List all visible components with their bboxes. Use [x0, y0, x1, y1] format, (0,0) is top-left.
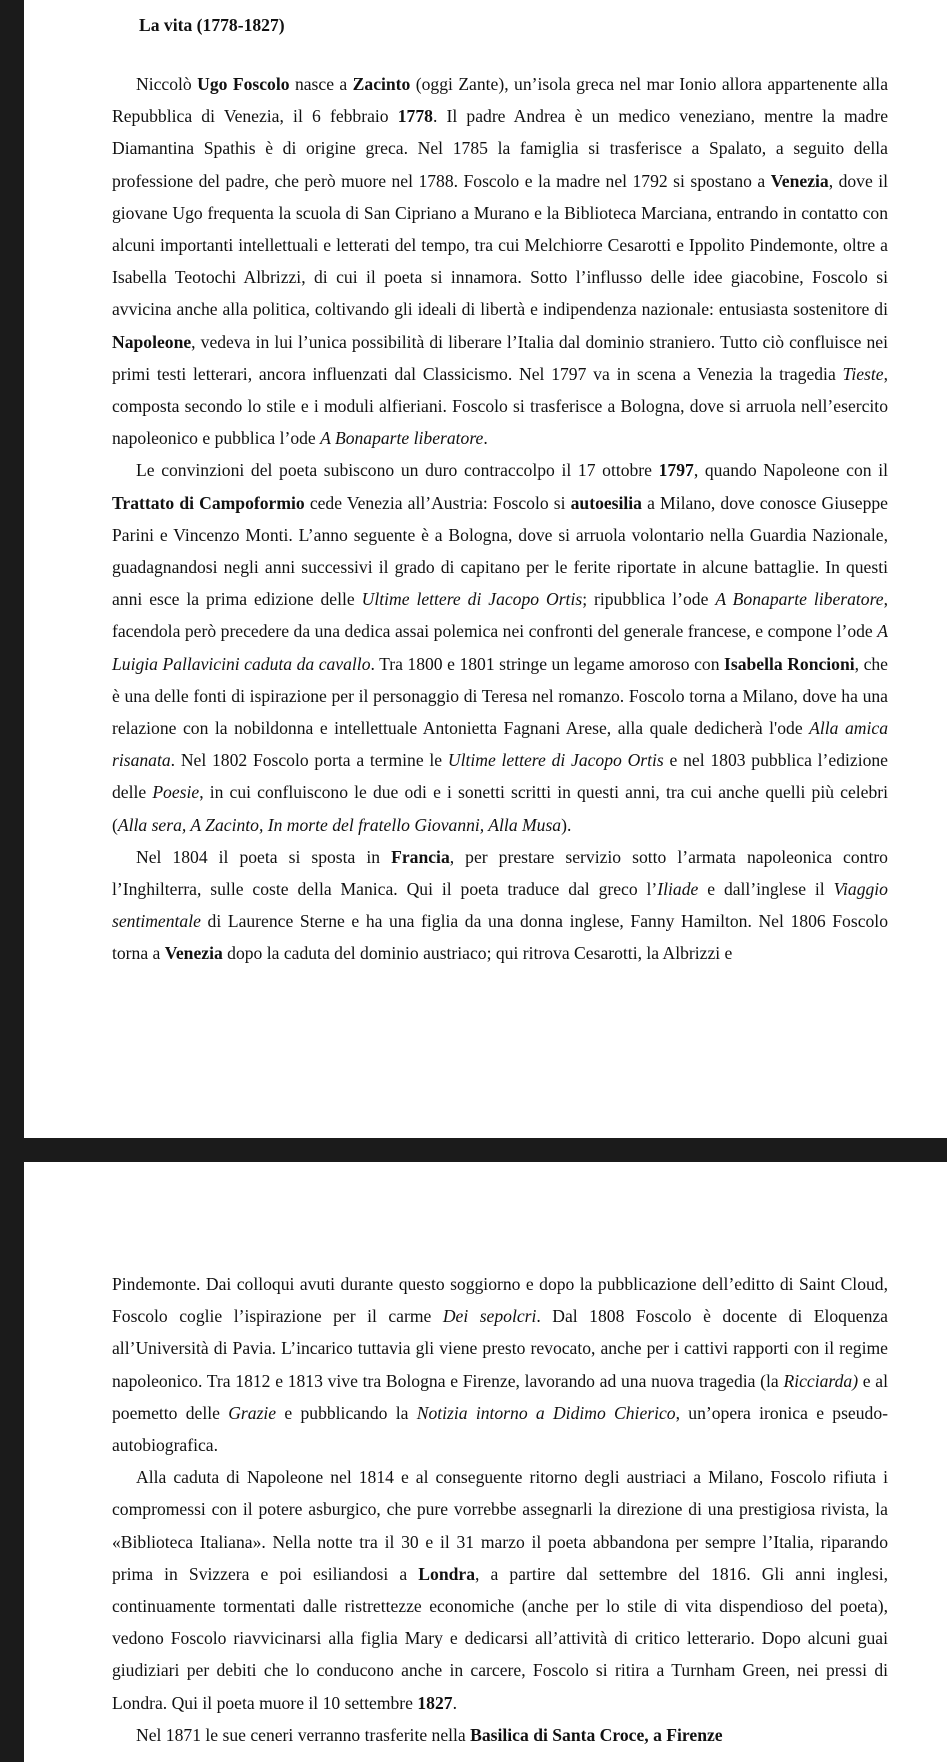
- text-run: Nel 1804 il poeta si sposta in: [136, 846, 392, 867]
- italic-text: A Bonaparte liberatore: [320, 428, 484, 449]
- bold-text: autoesilia: [570, 492, 642, 513]
- bold-text: Napoleone: [112, 331, 192, 352]
- text-run: . Dal 1808 Foscolo è docente di Eloquenza all’Università di Pavia. L’incarico tuttavia gli viene presto revocato, anche per i cattivi rapporti con il regime napoleonico. Tra 1812 e 1813 vive tra Bologna e Firenze, lavorando ad una nuova tragedia (la: [112, 1306, 888, 1391]
- text-run: , composta secondo lo stile e i moduli alfieriani. Foscolo si trasferisce a Bologna, dove si arruola nell’esercito napoleonico e pubblica l’ode: [112, 363, 888, 449]
- paragraph: [112, 1461, 888, 1719]
- text-run: . Il padre Andrea è un medico veneziano, mentre la madre Diamantina Spathis è di origine greca. Nel 1785 la famiglia si trasferisce a Spalato, a seguito della professione del padre, che però muore nel 1788. Foscolo e la madre nel 1792 si spostano a: [112, 106, 888, 191]
- page-title: La vita (1778-1827): [139, 15, 285, 35]
- text-run: , in cui confluiscono le due odi e i sonetti scritti in questi anni, tra cui anche quelli più celebri (: [112, 782, 888, 835]
- text-run: ).: [561, 814, 572, 835]
- italic-text: Alla amica risanata: [112, 718, 888, 771]
- text-run: nasce a: [289, 74, 353, 94]
- text-run: . Tra 1800 e 1801 stringe un legame amoroso con: [370, 653, 725, 674]
- text-run: e nel 1803 pubblica l’edizione delle: [112, 750, 888, 803]
- text-run: . Nel 1802 Foscolo porta a termine le: [170, 750, 448, 771]
- bold-text: Londra: [418, 1563, 475, 1584]
- bold-text: Venezia: [164, 943, 223, 964]
- page-2-body: [112, 1268, 888, 1751]
- bold-text: 1827: [417, 1692, 453, 1713]
- italic-text: Ultime lettere di Jacopo Ortis: [447, 750, 664, 771]
- bold-text: 1778: [397, 106, 433, 127]
- bold-text: Venezia: [770, 170, 829, 191]
- text-run: dopo la caduta del dominio austriaco; qui ritrova Cesarotti, la Albrizzi e: [222, 943, 733, 964]
- italic-text: A Bonaparte liberatore: [715, 589, 884, 610]
- text-run: , vedeva in lui l’unica possibilità di liberare l’Italia dal dominio straniero. Tutto ciò confluisce nei primi testi letterari, ancora influenzati dal Classicismo. Nel 1797 va in scena a Venezia la tragedia: [112, 331, 888, 384]
- italic-text: Notizia intorno a Didimo Chierico: [416, 1402, 676, 1423]
- text-run: Alla caduta di Napoleone nel 1814 e al conseguente ritorno degli austriaci a Milano, Foscolo rifiuta i compromessi con il potere asburgico, che pure vorrebbe assegnarli la direzione di una prestigiosa rivista, la «Biblioteca Italiana». Nella notte tra il 30 e il 31 marzo il poeta abbandona per sempre l’Italia, riparando prima in Svizzera e poi esiliandosi a: [112, 1467, 888, 1584]
- document-page-2: [24, 1162, 947, 1762]
- paragraph: [112, 1719, 888, 1751]
- italic-text: Alla sera, A Zacinto, In morte del fratello Giovanni, Alla Musa: [117, 814, 562, 835]
- bold-text: 1797: [658, 460, 694, 481]
- text-run: Niccolò: [136, 74, 198, 94]
- bold-text: Ugo Foscolo: [197, 74, 290, 94]
- text-run: , per prestare servizio sotto l’armata napoleonica contro l’Inghilterra, sulle coste della Manica. Qui il poeta traduce dal greco l’: [112, 846, 888, 900]
- text-run: ; ripubblica l’ode: [582, 589, 716, 610]
- text-run: Le convinzioni del poeta subiscono un duro contraccolpo il 17 ottobre: [136, 460, 659, 481]
- text-run: e al poemetto delle: [112, 1370, 888, 1423]
- italic-text: A Luigia Pallavicini caduta da cavallo: [112, 621, 888, 674]
- paragraph: [112, 454, 888, 840]
- text-run: (oggi Zante), un’isola greca nel mar Ionio allora appartenente alla Repubblica di Venezia, il 6 febbraio: [112, 74, 889, 127]
- paragraph: [112, 841, 888, 970]
- text-run: , facendola però precedere da una dedica assai polemica nei confronti del generale francese, e compone l’ode: [112, 589, 889, 642]
- bold-text: Trattato di Campoformio: [112, 492, 305, 513]
- page-1-body: [112, 68, 888, 970]
- text-run: , che è una delle fonti di ispirazione per il personaggio di Teresa nel romanzo. Foscolo torna a Milano, dove ha una relazione con la nobildonna e intellettuale Antonietta Fagnani Arese, alla quale dedicherà l'ode: [112, 653, 888, 739]
- paragraph-continued: [112, 1268, 888, 1461]
- text-run: .: [452, 1692, 457, 1713]
- italic-text: Iliade: [657, 879, 699, 900]
- text-run: , dove il giovane Ugo frequenta la scuola di San Cipriano a Murano e la Biblioteca Marciana, entrando in contatto con alcuni importanti intellettuali e letterati del tempo, tra cui Melchiorre Cesarotti e Ippolito Pindemonte, oltre a Isabella Teotochi Albrizzi, di cui il poeta si innamora. Sotto l’influsso delle idee giacobine, Foscolo si avvicina anche alla politica, coltivando gli ideali di libertà e indipendenza nazionale: entusiasta sostenitore di: [112, 170, 889, 320]
- bold-text: Isabella Roncioni: [724, 653, 855, 674]
- document-page-1: [24, 0, 947, 1138]
- italic-text: Poesie: [152, 782, 200, 803]
- text-run: Nel 1871 le sue ceneri verranno trasferite nella: [136, 1724, 471, 1745]
- text-run: , a partire dal settembre del 1816. Gli anni inglesi, continuamente tormentati dalle ristrettezze economiche (anche per lo stile di vita dispendioso del poeta), vedono Foscolo riavvicinarsi alla figlia Mary e dedicarsi all’attività di critico letterario. Dopo alcuni guai giudiziari per debiti che lo conducono anche in carcere, Foscolo si ritira a Turnham Green, nei pressi di Londra. Qui il poeta muore il 10 settembre: [112, 1563, 888, 1713]
- text-run: cede Venezia all’Austria: Foscolo si: [304, 492, 571, 513]
- italic-text: Viaggio sentimentale: [112, 879, 888, 932]
- italic-text: Ultime lettere di Jacopo Ortis: [361, 589, 583, 610]
- bold-text: Zacinto: [352, 74, 411, 94]
- text-run: a Milano, dove conosce Giuseppe Parini e Vincenzo Monti. L’anno seguente è a Bologna, dove si arruola volontario nella Guardia Nazionale, guadagnandosi negli anni successivi il grado di capitano per le ferite riportate in alcune battaglie. In questi anni esce la prima edizione delle: [112, 492, 888, 610]
- text-run: , quando Napoleone con il: [693, 460, 888, 481]
- bold-text: Francia: [391, 846, 450, 867]
- italic-text: Dei sepolcri: [442, 1306, 537, 1327]
- italic-text: Grazie: [228, 1402, 277, 1423]
- text-run: .: [483, 428, 488, 449]
- text-run: e pubblicando la: [276, 1402, 417, 1423]
- text-run: Pindemonte. Dai colloqui avuti durante questo soggiorno e dopo la pubblicazione dell’editto di Saint Cloud, Foscolo coglie l’ispirazione per il carme: [112, 1274, 888, 1327]
- text-run: , un’opera ironica e pseudo-autobiografica.: [112, 1402, 888, 1456]
- italic-text: Ricciarda): [783, 1370, 859, 1391]
- paragraph: [112, 68, 888, 454]
- bold-text: Basilica di Santa Croce, a Firenze: [470, 1724, 723, 1745]
- italic-text: Tieste: [842, 363, 884, 384]
- text-run: di Laurence Sterne e ha una figlia da una donna inglese, Fanny Hamilton. Nel 1806 Foscolo torna a: [112, 911, 888, 964]
- text-run: e dall’inglese il: [698, 879, 834, 900]
